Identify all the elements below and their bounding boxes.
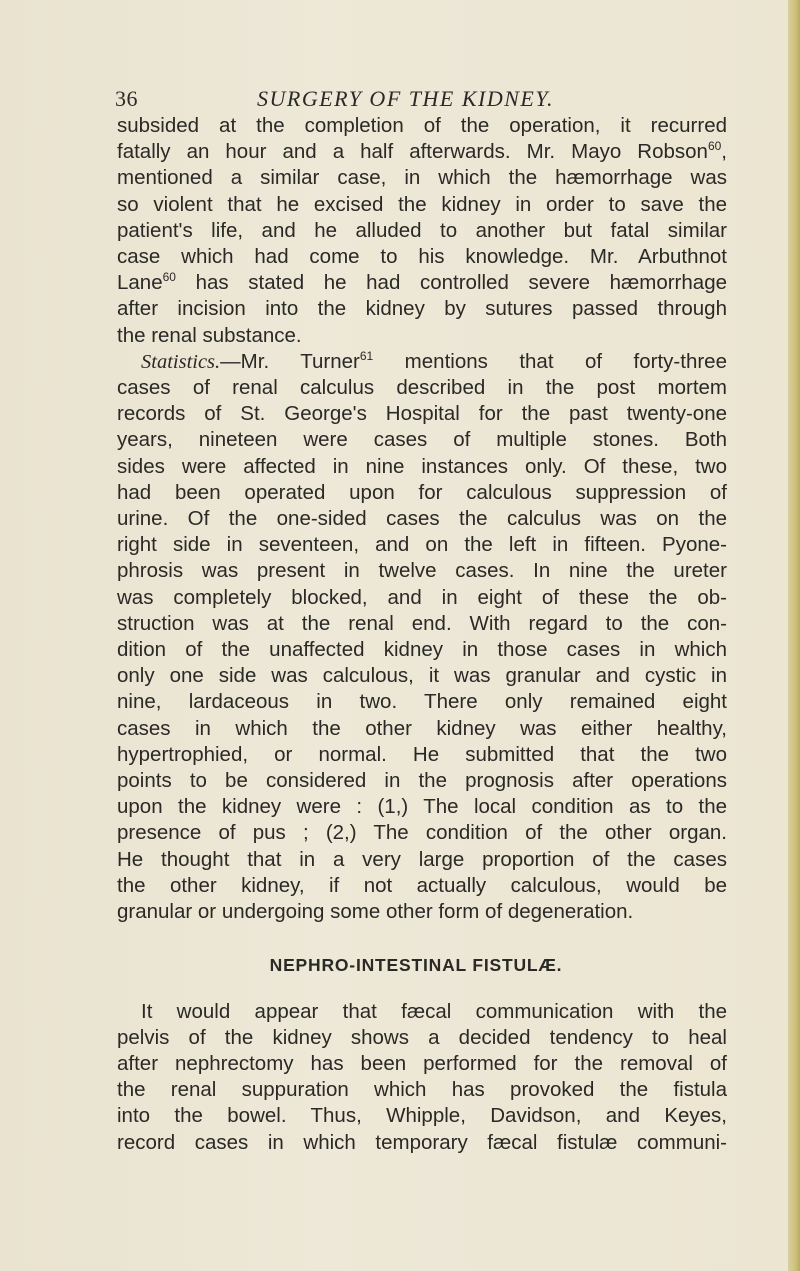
text-line: points to be considered in the prognosis after operations: [117, 769, 727, 793]
paragraph-1: [117, 113, 727, 349]
text-span: —Mr. Turner: [220, 349, 360, 373]
text-line: He thought that in a very large proportion of the cases: [117, 847, 727, 871]
text-line: It would appear that fæcal communication with the: [141, 999, 727, 1023]
text-line: cases of renal calculus described in the post mortem: [117, 376, 727, 400]
text-line: after nephrectomy has been performed for the removal of: [117, 1051, 727, 1075]
page-edge: [788, 0, 800, 1271]
text-line: struction was at the renal end. With regard to the con-: [117, 611, 727, 635]
text-line: into the bowel. Thus, Whipple, Davidson, and Keyes,: [117, 1104, 727, 1128]
text-line: the other kidney, if not actually calculous, would be: [117, 873, 727, 897]
footnote-ref: 60: [707, 139, 722, 154]
text-line: right side in seventeen, and on the left in fifteen. Pyone-: [117, 533, 727, 557]
text-span: has stated he had controlled severe hæmorrhage: [175, 271, 727, 295]
text-line: records of St. George's Hospital for the past twenty-one: [117, 402, 727, 426]
text-span: Lane: [117, 271, 163, 295]
text-line: nine, lardaceous in two. There only remained eight: [117, 690, 727, 714]
text-line: patient's life, and he alluded to another but fatal similar: [117, 218, 727, 242]
footnote-ref: 61: [359, 349, 374, 363]
text-line: [117, 270, 727, 296]
text-line: [117, 349, 727, 375]
section-heading: NEPHRO-INTESTINAL FISTULÆ.: [269, 955, 563, 976]
text-line: the renal suppuration which has provoked the fistula: [117, 1078, 727, 1102]
text-line: mentioned a similar case, in which the hæmorrhage was: [117, 166, 727, 190]
text-line: sides were affected in nine instances only. Of these, two: [117, 454, 727, 478]
text-line: pelvis of the kidney shows a decided tendency to heal: [117, 1025, 727, 1049]
text-line: was completely blocked, and in eight of these the ob-: [117, 585, 727, 609]
text-line: after incision into the kidney by sutures passed through: [117, 297, 727, 321]
text-line: granular or undergoing some other form of degeneration.: [117, 900, 634, 924]
text-line: years, nineteen were cases of multiple stones. Both: [117, 428, 727, 452]
footnote-ref: 60: [162, 270, 176, 285]
body-text: [117, 113, 727, 1156]
text-line: had been operated upon for calculous suppression of: [117, 480, 727, 504]
text-span: mentions that of forty-three: [373, 349, 727, 373]
text-line: only one side was calculous, it was granular and cystic in: [117, 664, 727, 688]
text-line: dition of the unaffected kidney in those cases in which: [117, 638, 727, 662]
text-span: ,: [721, 140, 727, 164]
section-lead: Statistics.: [141, 350, 221, 373]
text-line: record cases in which temporary fæcal fistulæ communi-: [117, 1130, 727, 1154]
text-line: upon the kidney were : (1,) The local condition as to the: [117, 795, 727, 819]
text-line: the renal substance.: [117, 323, 302, 347]
text-line: urine. Of the one-sided cases the calculus was on the: [117, 507, 727, 531]
text-line: cases in which the other kidney was either healthy,: [117, 716, 727, 740]
text-span: fatally an hour and a half afterwards. Mr. Mayo Robson: [117, 140, 708, 164]
text-line: phrosis was present in twelve cases. In nine the ureter: [117, 559, 727, 583]
text-line: case which had come to his knowledge. Mr. Arbuthnot: [117, 245, 727, 269]
paragraph-3: [117, 999, 727, 1156]
text-line: hypertrophied, or normal. He submitted that the two: [117, 742, 727, 766]
page-number: 36: [115, 86, 138, 111]
text-line: presence of pus ; (2,) The condition of the other organ.: [117, 821, 727, 845]
text-line: subsided at the completion of the operation, it recurred: [117, 114, 727, 137]
paragraph-2: [117, 349, 727, 925]
text-line: [117, 139, 727, 165]
running-title: SURGERY OF THE KIDNEY.: [257, 86, 555, 111]
text-line: so violent that he excised the kidney in order to save the: [117, 192, 727, 216]
